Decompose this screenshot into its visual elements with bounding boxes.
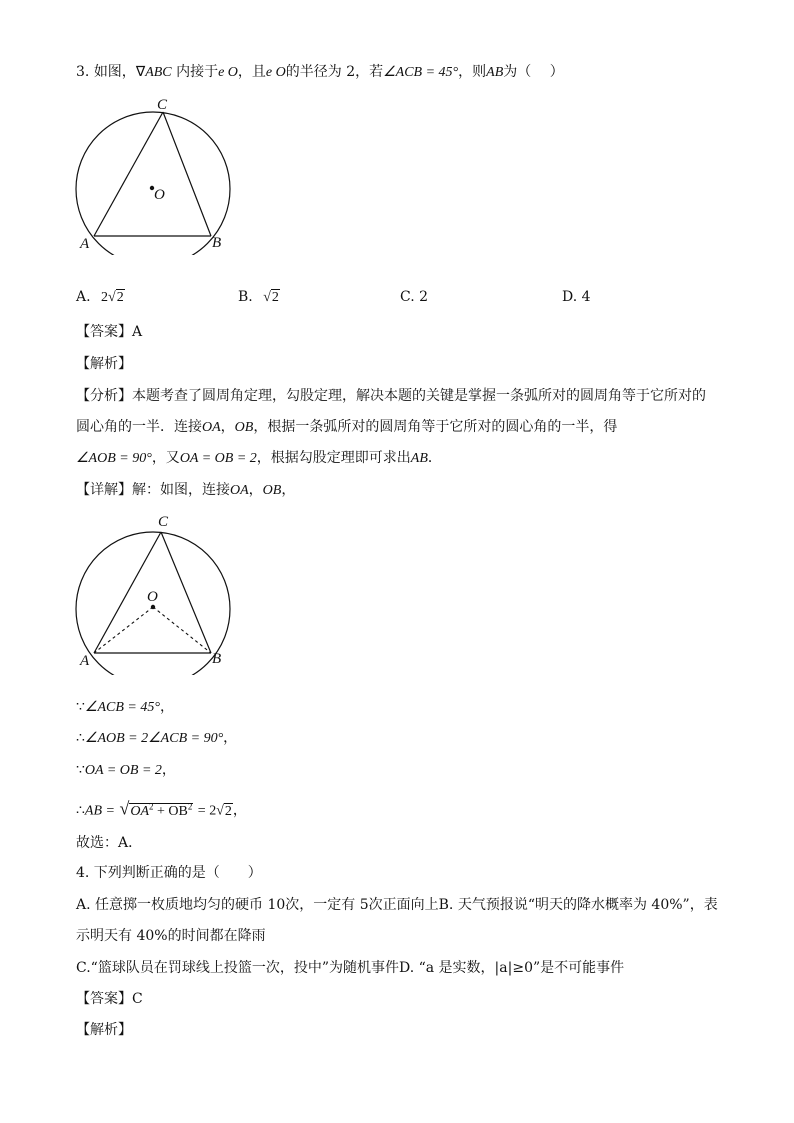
math-oa: OA [230,483,249,498]
fenxi-text: ． [427,450,442,466]
math-circle-o: e O [265,65,286,80]
comma: ， [223,730,238,746]
comma: ， [220,419,235,435]
therefore-symbol: ∴ [76,803,85,819]
figure-2-circle-triangle [60,510,250,675]
step-4-rhs-radicand: 2 [224,803,232,819]
label-c: C [157,97,168,113]
step-3 [76,760,176,781]
fenxi-text: ，根据勾股定理即可求出 [256,450,411,466]
q3-stem-text: ，且 [237,64,266,80]
math-abc: ABC [145,65,172,80]
fenxi-tag: 【分析】 [76,388,132,404]
label-a: A [80,653,90,669]
math-ob: OB [262,483,282,498]
math-ab: AB [486,65,504,80]
q3-conclusion: 故选：A． [76,835,143,851]
therefore-symbol: ∴ [76,731,85,746]
center-point [151,605,155,609]
label-o: O [154,187,165,203]
math-oa: OA [202,420,221,435]
step-1-math: ∠ACB = 45° [84,700,160,715]
option-b: B. √2 [238,289,279,305]
option-b-label: B. [238,289,253,305]
step-4: ∴AB = $√OA^2 + OB^2 = 2√2$， [76,798,247,819]
step-4-lhs: AB = [84,803,115,819]
q4-stem: 4. 下列判断正确的是（ ） [76,865,262,881]
q3-number: 3. [76,64,90,80]
fenxi-text: 本题考查了圆周角定理，勾股定理，解决本题的关键是掌握一条弧所对的圆周角等于它所对的 [132,388,706,404]
step-1 [76,697,174,718]
comma: ， [159,699,174,715]
label-c: C [158,514,169,530]
comma: ， [281,482,296,498]
q4-options-cd: C.“篮球队员在罚球线上投篮一次，投中”为随机事件D. “a 是实数，|a|≥0”是不可能事件 [76,960,625,976]
square-exponent: 2 [187,801,193,811]
detail-text: 解：如图，连接 [132,482,230,498]
label-a: A [80,236,90,252]
q3-stem [76,62,564,83]
q3-answer [76,322,142,342]
q4-options-ab-cont: 示明天有 40%的时间都在降雨 [76,928,266,944]
q3-fenxi-line2 [76,417,617,438]
because-symbol: ∵ [76,700,85,715]
fenxi-text: ，根据一条弧所对的圆周角等于它所对的圆心角的一半，得 [253,419,618,435]
fenxi-text: ，又 [151,450,180,466]
option-d: D. 4 [562,289,591,305]
comma: ， [161,762,176,778]
q4-analysis-tag: 【解析】 [76,1022,132,1038]
dashed-oa [94,607,153,653]
q3-stem-text: 的半径为 2，若 [285,64,384,80]
detail-tag: 【详解】 [76,482,132,498]
step-2-math: ∠AOB = 2∠ACB = 90° [84,731,224,746]
math-ob: OB [234,420,254,435]
math-angle: ∠ACB = 45° [383,65,459,80]
q3-stem-text: ，则 [458,64,487,80]
math-ab: AB [410,451,428,466]
q3-stem-text: 为（ ） [503,64,564,80]
math-angle-aob: ∠AOB = 90° [76,451,152,466]
triangle-symbol: ∇ [135,65,146,80]
step-4-ob: + OB [153,803,188,819]
step-4-radicand [129,803,193,819]
step-2 [76,728,237,749]
option-a: A. 2√2 [76,289,124,305]
math-oa-ob: OA = OB = 2 [179,451,257,466]
comma: ， [248,482,263,498]
label-o: O [147,589,158,605]
q4-answer [76,989,143,1009]
comma: ， [232,802,247,819]
answer-tag: 【答案】 [76,991,132,1007]
q3-stem-text: 内接于 [176,64,219,80]
because-symbol: ∵ [76,763,85,778]
option-b-radicand: 2 [271,290,279,305]
option-a-label: A. [76,289,91,305]
answer-value: A [132,324,143,340]
q3-fenxi-line1 [76,386,706,406]
q3-stem-text: 如图， [93,64,136,80]
option-a-coef: 2 [101,290,109,305]
answer-value: C [132,991,143,1007]
step-4-oa: OA [130,803,149,819]
circle-o [76,112,230,255]
figure-1-circle-triangle [60,95,250,255]
q3-fenxi-line3 [76,448,442,469]
side-ca [94,112,163,236]
q3-analysis-tag: 【解析】 [76,356,132,372]
option-a-radicand: 2 [116,290,124,305]
q3-detail-line [76,480,295,501]
fenxi-text: 圆心角的一半．连接 [76,419,202,435]
dashed-ob [153,607,211,653]
option-c: C. 2 [400,289,429,305]
label-b: B [212,235,222,251]
math-circle-o: e O [218,65,238,80]
square-exponent: 2 [149,801,154,811]
answer-tag: 【答案】 [76,324,132,340]
step-3-math: OA = OB = 2 [84,763,162,778]
q4-options-ab: A. 任意掷一枚质地均匀的硬币 10次，一定有 5次正面向上B. 天气预报说“明天的降水概率为 40%”，表 [76,897,718,913]
label-b: B [212,651,222,667]
step-4-rhs: = 2 [197,803,217,819]
